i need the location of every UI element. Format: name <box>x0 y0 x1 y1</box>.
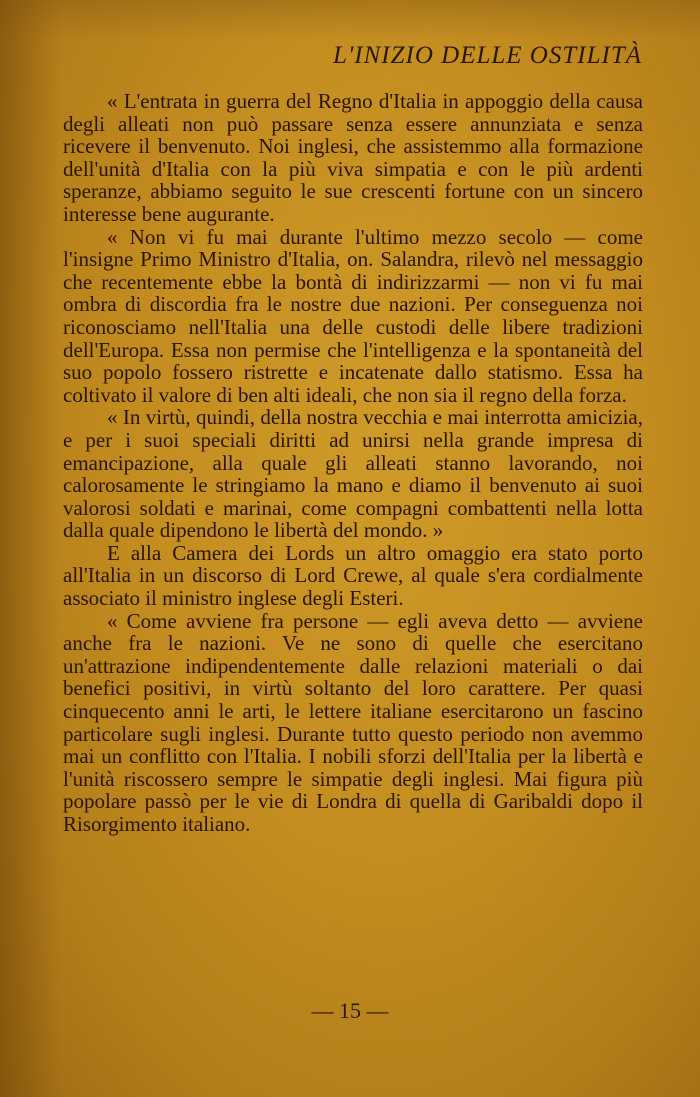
page-top-shadow <box>0 0 700 40</box>
paragraph: « Come avviene fra persone — egli aveva detto — avviene anche fra le nazioni. Ve ne sono di quelle che esercitano un'attrazione indipendentemente dalle relazioni materiali o dai benefici positivi, in virtù soltanto del loro carattere. Per quasi cinquecento anni le arti, le lettere italiane esercitarono un fascino particolare sugli inglesi. Durante tutto questo periodo non avemmo mai un conflitto con l'Italia. I nobili sforzi dell'Italia per la libertà e l'unità riscossero sempre le simpatie degli inglesi. Mai figura più popolare passò per le vie di Londra di quella di Garibaldi dopo il Risorgimento italiano. <box>63 608 643 836</box>
paragraph: « Non vi fu mai durante l'ultimo mezzo secolo — come l'insigne Primo Ministro d'Italia, on. Salandra, rilevò nel messaggio che recentemente ebbe la bontà di indirizzarmi — non vi fu mai ombra di discordia fra le nostre due nazioni. Per conseguenza noi riconosciamo nell'Italia una delle custodi delle libere tradizioni dell'Europa. Essa non permise che l'intelligenza e la spontaneità del suo popolo fossero ristrette e incatenate dallo statismo. Essa ha coltivato il valore di ben alti ideali, che non sia il regno della forza. <box>63 224 643 407</box>
running-title: L'INIZIO DELLE OSTILITÀ <box>333 42 642 69</box>
paragraph: « L'entrata in guerra del Regno d'Italia in appoggio della causa degli alleati non può passare senza essere annunziata e senza ricevere il benvenuto. Noi inglesi, che assistemmo alla formazione dell'unità d'Italia con la più viva simpatia e con le più ardenti speranze, abbiamo seguito le sue crescenti fortune con un sincero interesse bene augurante. <box>63 89 643 226</box>
body-text <box>63 90 643 836</box>
page-edge-shadow <box>0 0 60 1097</box>
page-number: — 15 — <box>311 998 389 1023</box>
paragraph: E alla Camera dei Lords un altro omaggio era stato porto all'Italia in un discorso di Lord Crewe, al quale s'era cordialmente associato il ministro inglese degli Esteri. <box>63 540 643 611</box>
paragraph: « In virtù, quindi, della nostra vecchia e mai interrotta amicizia, e per i suoi speciali diritti ad unirsi nella grande impresa di emancipazione, alla quale gli alleati stanno lavorando, noi calorosamente le stringiamo la mano e diamo il benvenuto ai suoi valorosi soldati e marinai, come compagni combattenti nella lotta dalla quale dipendono le libertà del mondo. » <box>63 405 643 543</box>
